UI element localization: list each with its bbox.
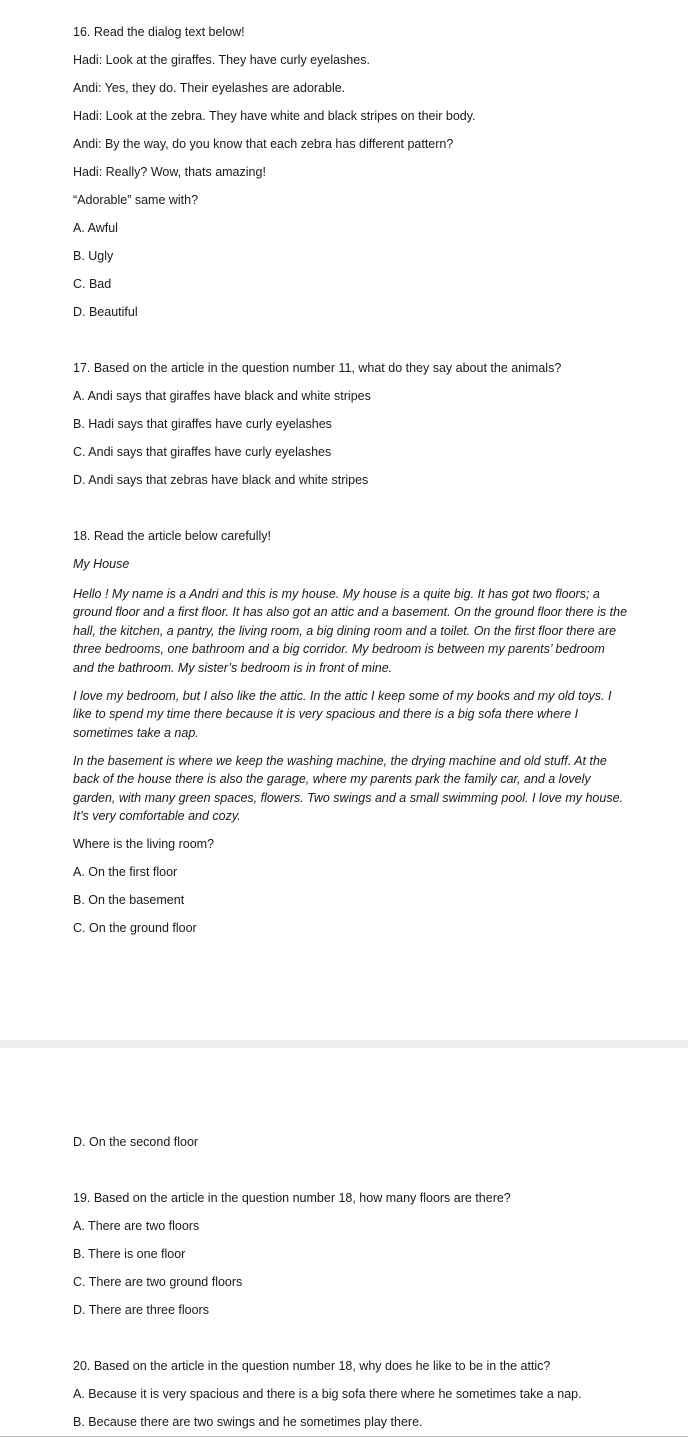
answer-option: D. Andi says that zebras have black and white stripes bbox=[73, 473, 369, 487]
question-19-text: 19. Based on the article in the question number 18, how many floors are there? bbox=[73, 1191, 511, 1205]
answer-option: A. Because it is very spacious and there is a big sofa there where he sometimes take a nap. bbox=[73, 1387, 582, 1401]
dialog-line: Hadi: Look at the zebra. They have white and black stripes on their body. bbox=[73, 109, 476, 123]
question-20-text: 20. Based on the article in the question number 18, why does he like to be in the attic? bbox=[73, 1359, 551, 1373]
answer-option: B. Because there are two swings and he sometimes play there. bbox=[73, 1415, 423, 1429]
question-18-text: Where is the living room? bbox=[73, 837, 215, 851]
answer-option: A. On the first floor bbox=[73, 865, 178, 879]
answer-option: A. Awful bbox=[73, 221, 118, 235]
answer-option: B. On the basement bbox=[73, 893, 185, 907]
dialog-line: Hadi: Look at the giraffes. They have curly eyelashes. bbox=[73, 53, 370, 67]
answer-option: D. On the second floor bbox=[73, 1135, 199, 1149]
article-paragraph: I love my bedroom, but I also like the attic. In the attic I keep some of my books and my old toys. I like to spend my time there because it is very spacious and there is a big sofa there where I sometimes take a nap. bbox=[73, 689, 612, 740]
question-16-text: “Adorable” same with? bbox=[73, 193, 199, 207]
document-page-2 bbox=[0, 1048, 688, 1436]
question-17-text: 17. Based on the article in the question number 11, what do they say about the animals? bbox=[73, 361, 562, 375]
answer-option: B. Hadi says that giraffes have curly eyelashes bbox=[73, 417, 332, 431]
dialog-line: Andi: Yes, they do. Their eyelashes are adorable. bbox=[73, 81, 346, 95]
answer-option: C. Andi says that giraffes have curly eyelashes bbox=[73, 445, 332, 459]
answer-option: A. There are two floors bbox=[73, 1219, 200, 1233]
dialog-line: Andi: By the way, do you know that each zebra has different pattern? bbox=[73, 137, 454, 151]
article-paragraph: In the basement is where we keep the washing machine, the drying machine and old stuff. At the back of the house there is also the garage, where my parents park the family car, and a lovely garden, with many green spaces, flowers. Two swings and a small swimming pool. I love my house. It’s very comfortable and cozy. bbox=[73, 754, 624, 824]
page-bottom-divider bbox=[0, 1436, 688, 1437]
answer-option: D. Beautiful bbox=[73, 305, 138, 319]
answer-option: B. There is one floor bbox=[73, 1247, 186, 1261]
answer-option: D. There are three floors bbox=[73, 1303, 209, 1317]
answer-option: B. Ugly bbox=[73, 249, 114, 263]
dialog-line: Hadi: Really? Wow, thats amazing! bbox=[73, 165, 266, 179]
answer-option: C. Bad bbox=[73, 277, 112, 291]
page-break bbox=[0, 1040, 688, 1048]
article-paragraph: Hello ! My name is a Andri and this is my house. My house is a quite big. It has got two floors; a ground floor and a first floor. It has also got an attic and a basement. On the ground floor there is the hall, the kitchen, a pantry, the living room, a big dining room and a toilet. On the first floor there are three bedrooms, one bathroom and a big corridor. My bedroom is between my parents’ bedroom and the bathroom. My sister’s bedroom is in front of mine. bbox=[73, 587, 628, 675]
question-16-prompt: 16. Read the dialog text below! bbox=[73, 25, 245, 39]
answer-option: C. There are two ground floors bbox=[73, 1275, 243, 1289]
answer-option: A. Andi says that giraffes have black and white stripes bbox=[73, 389, 371, 403]
answer-option: C. On the ground floor bbox=[73, 921, 197, 935]
article-title: My House bbox=[73, 557, 130, 571]
question-18-prompt: 18. Read the article below carefully! bbox=[73, 529, 272, 543]
